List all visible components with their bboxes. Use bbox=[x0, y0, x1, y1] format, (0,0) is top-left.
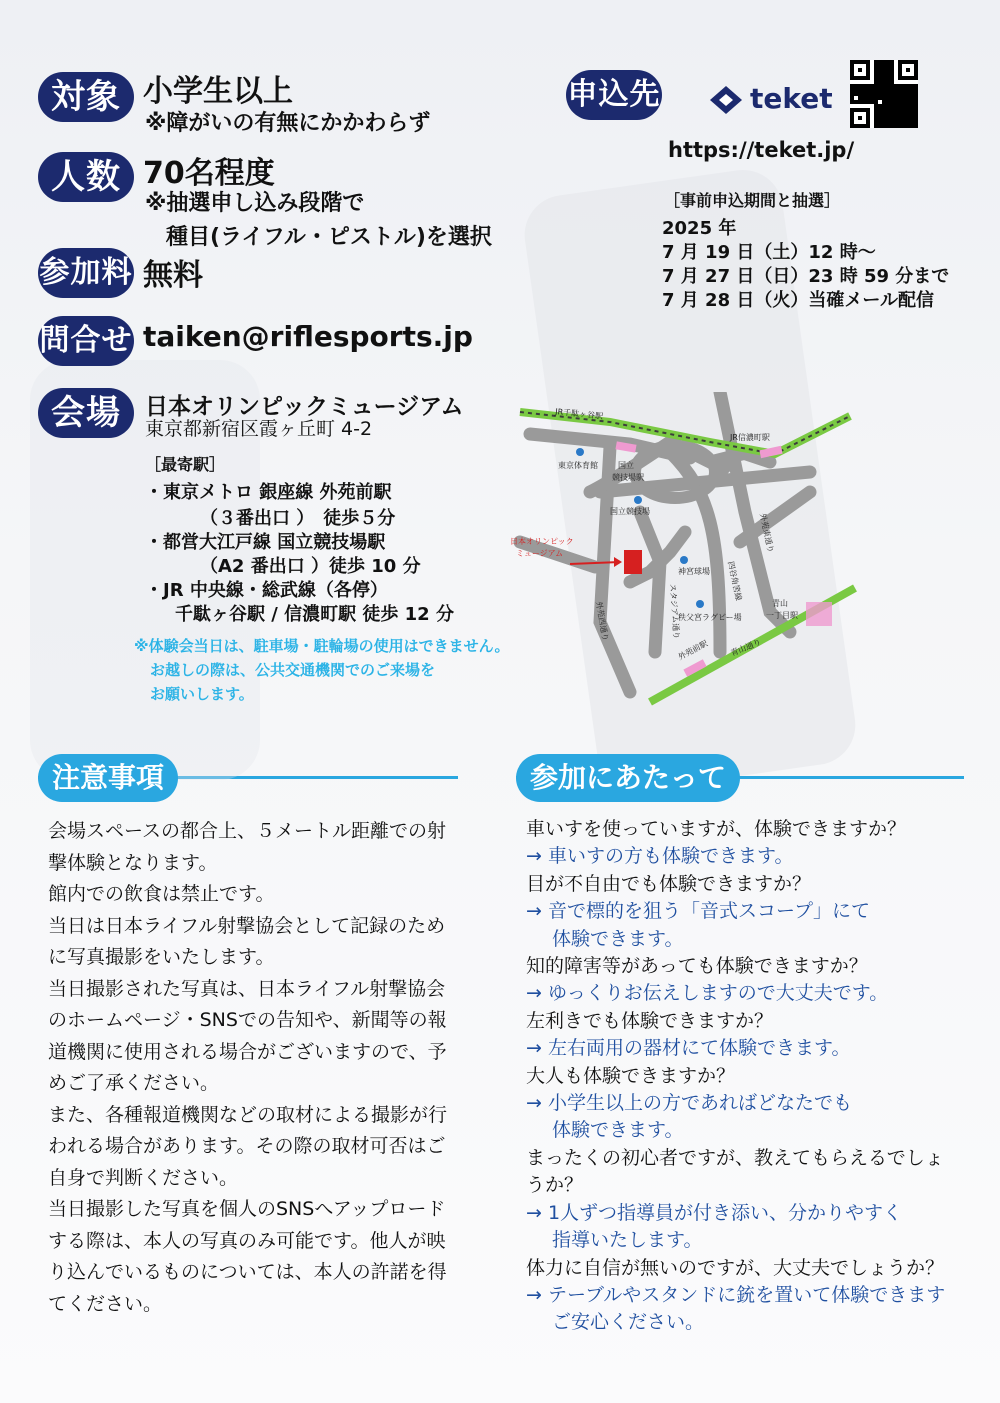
notes-line: また、各種報道機関などの取材による撮影が行 bbox=[48, 1103, 448, 1126]
map-label-kokuritsu-station: 競技場駅 bbox=[612, 473, 644, 482]
map-label-gaienmae: 外苑前駅 bbox=[676, 638, 710, 662]
faq-answer: ご安心ください。 bbox=[552, 1311, 705, 1334]
faq-question: 大人も体験できますか？ bbox=[526, 1064, 736, 1087]
map-label-sendagaya: JR千駄ヶ谷駅 bbox=[554, 407, 604, 421]
map-label-aoyama-dori: 青山通り bbox=[729, 637, 763, 658]
station-line: ・東京メトロ 銀座線 外苑前駅 bbox=[145, 482, 392, 503]
map-label-aoyama-itchome: 一丁目駅 bbox=[766, 611, 798, 620]
stations-title: ［最寄駅］ bbox=[145, 455, 226, 474]
notice-line: お願いします。 bbox=[150, 685, 254, 703]
period-line: 7 月 19 日（土）12 時～ bbox=[662, 242, 876, 263]
faq-answer: → ゆっくりお伝えしますので大丈夫です。 bbox=[526, 982, 889, 1005]
period-line: 7 月 28 日（火）当確メール配信 bbox=[662, 290, 935, 311]
map-label-aoyama-itchome: 青山 bbox=[772, 599, 788, 608]
notice-line: お越しの際は、公共交通機関でのご来場を bbox=[150, 661, 436, 679]
qr-code[interactable] bbox=[850, 60, 918, 128]
ticket-icon bbox=[706, 82, 746, 118]
map-label-jingu: 神宮球場 bbox=[678, 567, 710, 576]
venue-address: 東京都新宿区霞ヶ丘町 4-2 bbox=[145, 418, 373, 440]
qr-code-image bbox=[850, 60, 918, 128]
notes-line: に写真撮影をいたします。 bbox=[48, 946, 275, 968]
faq-answer: 体験できます。 bbox=[552, 1119, 684, 1142]
faq-question: うか？ bbox=[526, 1174, 584, 1197]
map-label-stadium-dori: スタジアム通り bbox=[668, 583, 681, 640]
target-label: 対象 bbox=[38, 72, 134, 122]
faq-question: 目が不自由でも体験できますか？ bbox=[526, 872, 812, 895]
map-label-shinanomachi: JR信濃町駅 bbox=[730, 433, 770, 442]
venue-name: 日本オリンピックミュージアム bbox=[145, 394, 464, 420]
map-label-chichibu: 秩父宮ラグビー場 bbox=[678, 613, 742, 622]
notes-line: 当日撮影された写真は、日本ライフル射撃協会 bbox=[48, 977, 446, 1000]
contact-label: 問合せ bbox=[38, 316, 134, 366]
faq-title: 参加にあたって bbox=[516, 754, 740, 802]
notes-line: 当日撮影した写真を個人のSNSへアップロード bbox=[48, 1198, 446, 1220]
notes-line: 撃体験となります。 bbox=[48, 851, 218, 874]
access-map bbox=[510, 392, 860, 712]
notes-body bbox=[48, 816, 488, 1320]
faq-question: 体力に自信が無いのですが、大丈夫でしょうか？ bbox=[526, 1256, 945, 1279]
apply-url[interactable]: https://teket.jp/ bbox=[668, 138, 855, 162]
map-label-museum: 日本オリンピック bbox=[510, 537, 574, 546]
map-label-tokyo-gym: 東京体育館 bbox=[558, 461, 598, 470]
notes-line: 館内での飲食は禁止です。 bbox=[48, 883, 275, 905]
faq-answer: → 小学生以上の方であればどなたでも bbox=[526, 1092, 852, 1115]
station-line: ・JR 中央線・総武線（各停） bbox=[145, 580, 388, 601]
faq-answer: 指導いたします。 bbox=[552, 1229, 703, 1252]
count-note-1: ※抽選申し込み段階で bbox=[145, 191, 365, 216]
station-line: 千駄ヶ谷駅 / 信濃町駅 徒歩 12 分 bbox=[175, 604, 454, 625]
map-label-kokuritsu-station: 国立 bbox=[618, 461, 634, 470]
map-label-museum: ミュージアム bbox=[516, 549, 564, 558]
notes-line: する際は、本人の写真のみ可能です。他人が映 bbox=[48, 1229, 446, 1252]
faq-answer: → 音で標的を狙う「音式スコープ」にて bbox=[526, 900, 871, 923]
faq-answer: 体験できます。 bbox=[552, 927, 684, 950]
notes-line: われる場合があります。その際の取材可否はご bbox=[48, 1135, 446, 1157]
map-label-stadium: 国立競技場 bbox=[610, 507, 650, 516]
station-line: （A2 番出口 ）徒歩 10 分 bbox=[200, 556, 421, 577]
count-label: 人数 bbox=[38, 152, 134, 202]
target-note: ※障がいの有無にかかわらず bbox=[145, 111, 431, 136]
map-label-gaien-nishi: 外苑西通り bbox=[594, 600, 610, 642]
teket-logo[interactable] bbox=[706, 80, 836, 120]
notes-line: めご了承ください。 bbox=[48, 1072, 220, 1094]
faq-body bbox=[526, 816, 976, 1337]
notice-line: ※体験会当日は、駐車場・駐輪場の使用はできません。 bbox=[134, 637, 510, 655]
notes-line: 道機関に使用される場合がございますので、予 bbox=[48, 1040, 447, 1063]
notes-line: 当日は日本ライフル射撃協会として記録のため bbox=[48, 914, 446, 937]
faq-question: まったくの初心者ですが、教えてもらえるでしょ bbox=[526, 1146, 944, 1169]
faq-answer: → 1人ずつ指導員が付き添い、分かりやすく bbox=[526, 1201, 903, 1224]
period-title: ［事前申込期間と抽選］ bbox=[664, 191, 841, 210]
station-line: （３番出口 ） 徒歩５分 bbox=[200, 508, 396, 529]
faq-answer: → 左右両用の器材にて体験できます。 bbox=[526, 1037, 851, 1060]
venue-label: 会場 bbox=[38, 388, 134, 438]
map-label-yotsuya: 四谷角筈線 bbox=[726, 560, 744, 602]
count-main: 70名程度 bbox=[143, 156, 275, 191]
period-line: 7 月 27 日（日）23 時 59 分まで bbox=[662, 266, 950, 287]
teket-brand: teket bbox=[750, 82, 833, 115]
notes-line: 会場スペースの都合上、５メートル距離での射 bbox=[48, 820, 447, 842]
apply-label: 申込先 bbox=[566, 70, 662, 120]
period-line: 2025 年 bbox=[662, 218, 737, 239]
faq-question: 車いすを使っていますが、体験できますか？ bbox=[526, 818, 907, 840]
count-note-2: 種目(ライフル・ピストル)を選択 bbox=[166, 225, 492, 250]
notes-title: 注意事項 bbox=[38, 754, 178, 802]
contact-email[interactable]: taiken@riflesports.jp bbox=[143, 320, 473, 353]
target-main: 小学生以上 bbox=[143, 74, 293, 109]
faq-question: 知的障害等があっても体験できますか？ bbox=[526, 955, 868, 978]
map-label-gaien-higashi: 外苑東通り bbox=[758, 512, 776, 554]
faq-answer: → テーブルやスタンドに銃を置いて体験できます bbox=[526, 1283, 946, 1306]
notes-line: てください。 bbox=[48, 1292, 163, 1315]
notes-line: のホームページ・SNSでの告知や、新聞等の報 bbox=[48, 1009, 447, 1031]
faq-answer: → 車いすの方も体験できます。 bbox=[526, 845, 794, 868]
fee-main: 無料 bbox=[143, 258, 203, 293]
notes-line: 自身で判断ください。 bbox=[48, 1166, 239, 1189]
station-line: ・都営大江戸線 国立競技場駅 bbox=[145, 532, 386, 553]
fee-label: 参加料 bbox=[38, 248, 134, 298]
faq-question: 左利きでも体験できますか？ bbox=[526, 1009, 774, 1032]
notes-line: り込んでいるものについては、本人の許諾を得 bbox=[48, 1261, 447, 1283]
